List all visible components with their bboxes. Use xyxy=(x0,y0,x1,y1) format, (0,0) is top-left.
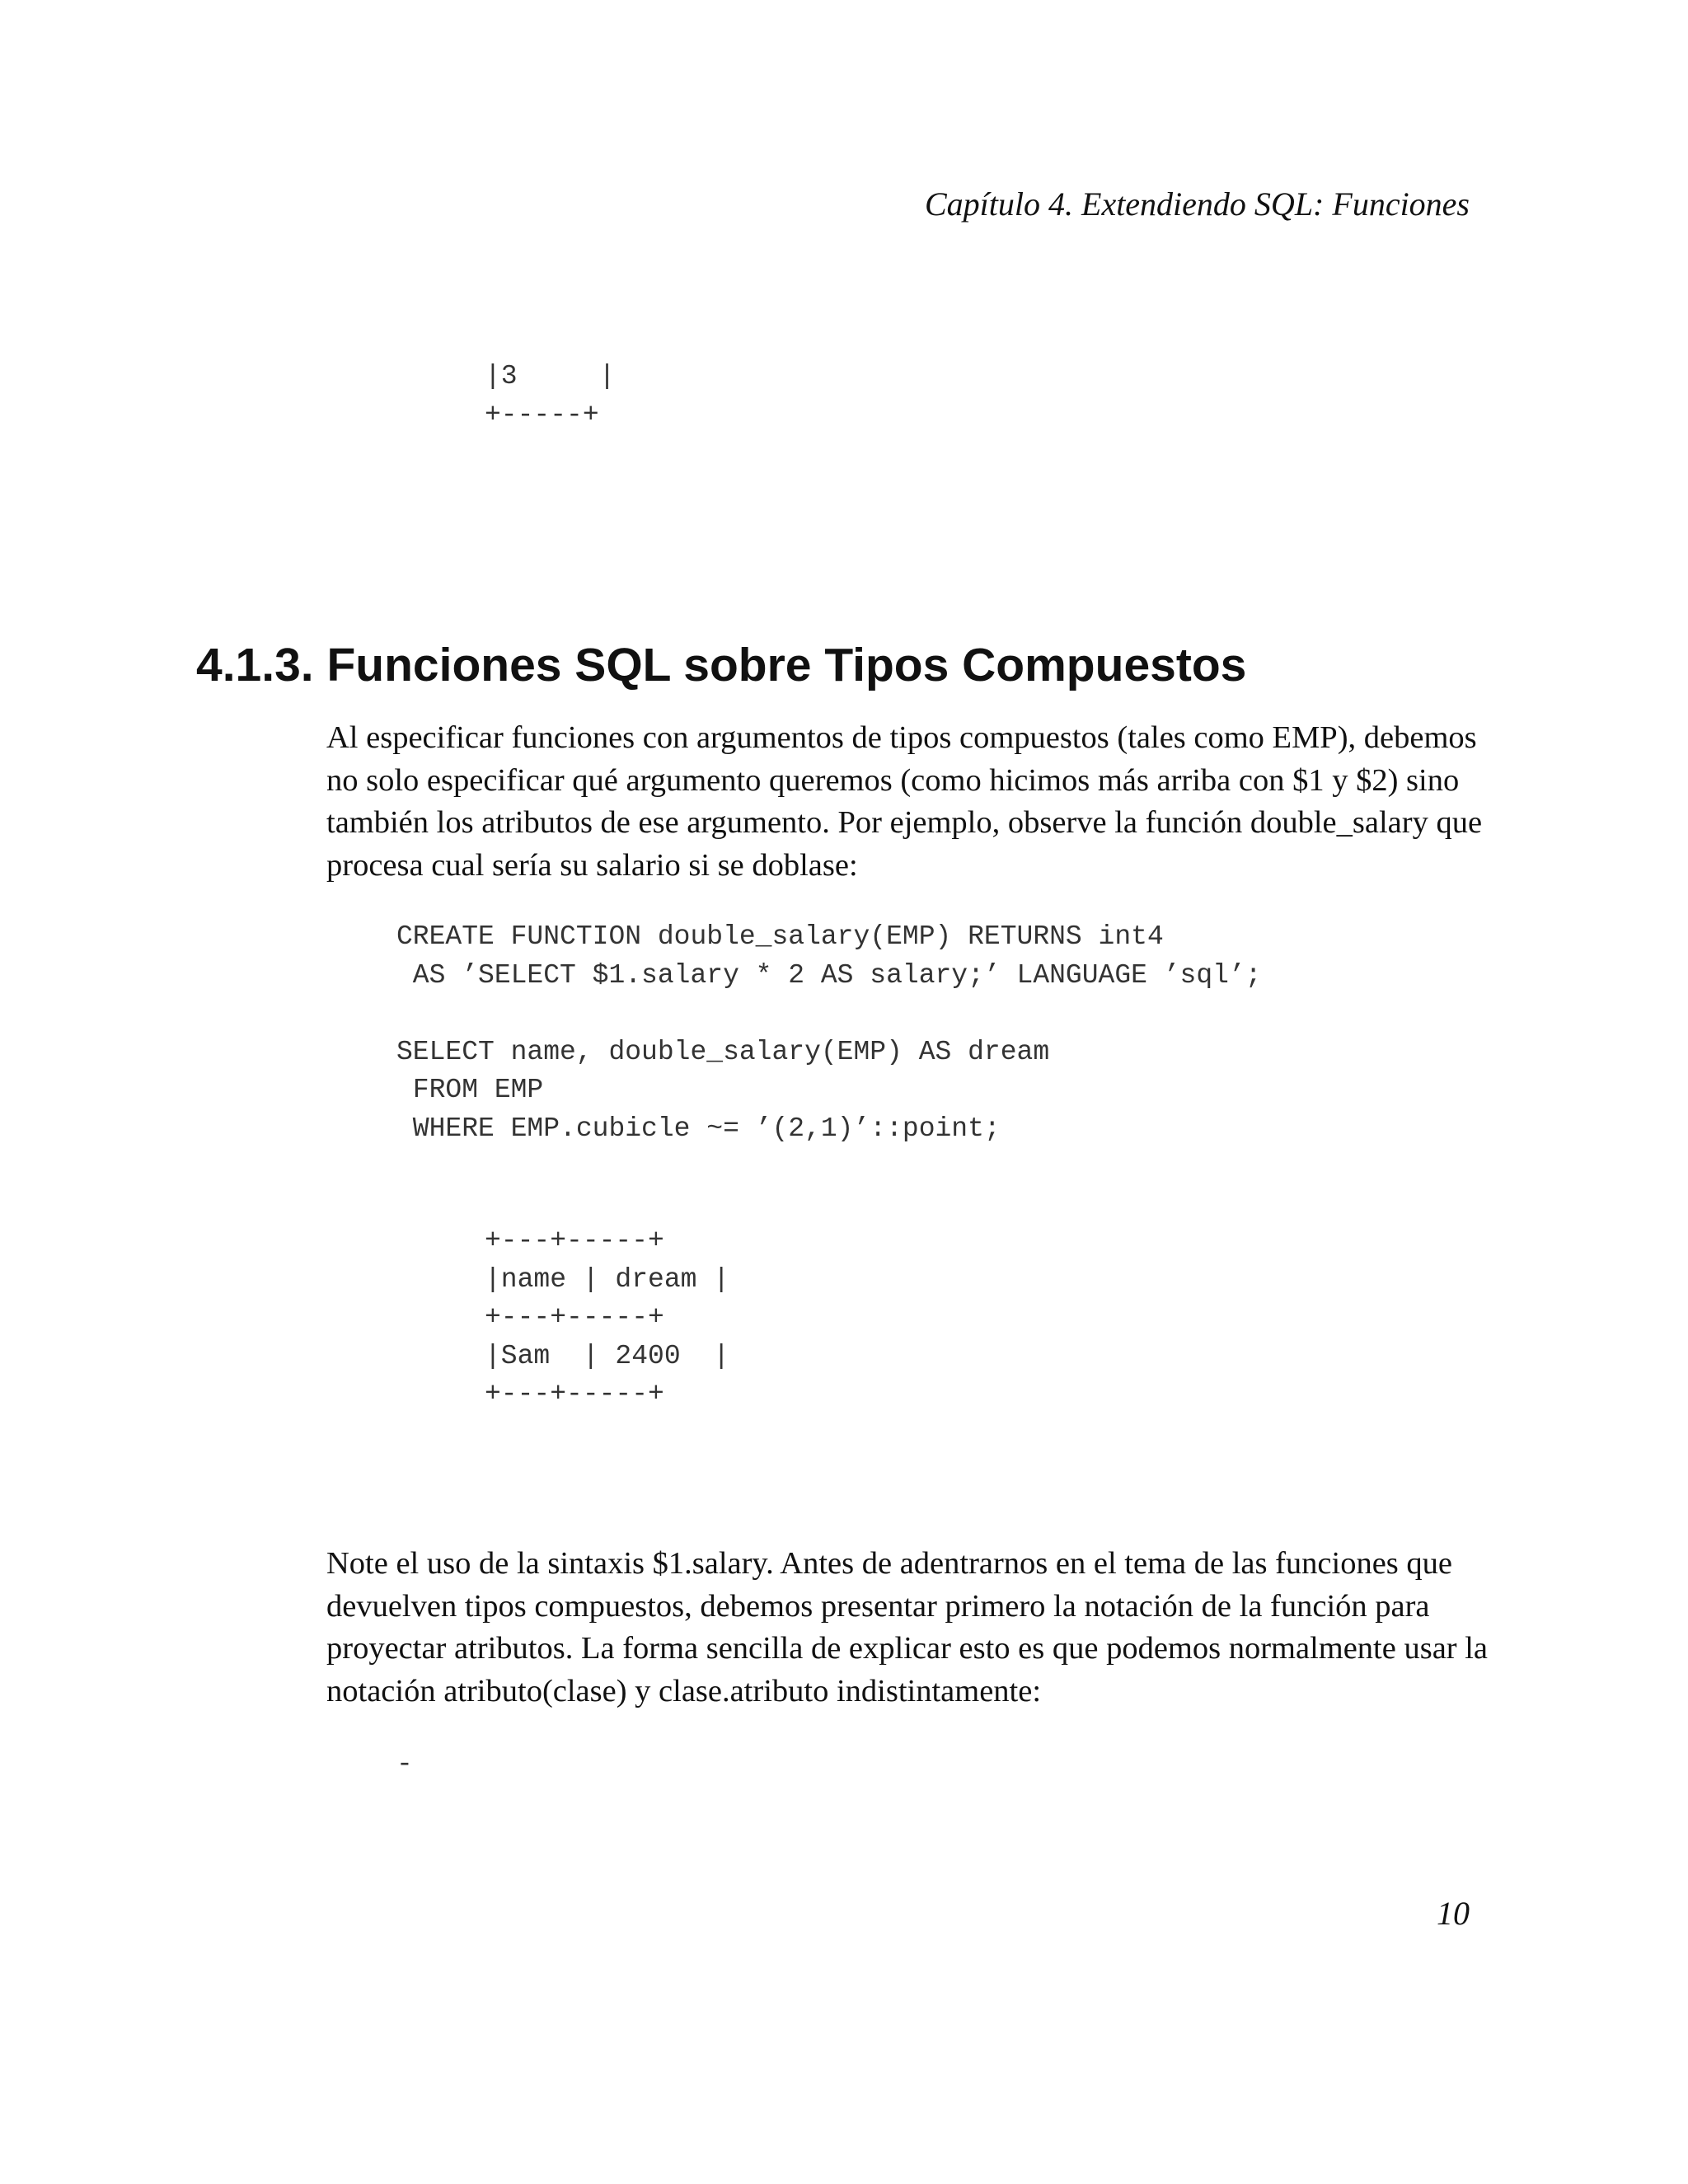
code-block-fragment: - xyxy=(396,1749,413,1779)
running-header: Capítulo 4. Extendiendo SQL: Funciones xyxy=(924,185,1470,223)
page-number: 10 xyxy=(1437,1895,1470,1932)
paragraph-note: Note el uso de la sintaxis $1.salary. Antes de adentrarnos en el tema de las funciones que devuelven tipos compuestos, debemos presentar primero la notación de la función para proyectar atributos. La forma sencilla de explicar esto es que podemos normalmente usar la notación atributo(clase) y clase.atributo indistintamente: xyxy=(326,1546,1489,1708)
code-block-query-result: +---+-----+ |name | dream | +---+-----+ |Sam | 2400 | +---+-----+ xyxy=(485,1226,730,1409)
code-block-result-tail: |3 | +-----+ xyxy=(485,361,616,430)
code-block-sql: CREATE FUNCTION double_salary(EMP) RETURNS int4 AS ’SELECT $1.salary * 2 AS salary;’ LANGUAGE ’sql’; SELECT name, double_salary(EMP) AS dream FROM EMP WHERE EMP.cubicle ~= ’(2,1)’::point; xyxy=(396,921,1262,1144)
paragraph-intro: Al especificar funciones con argumentos de tipos compuestos (tales como EMP), debemos no solo especificar qué argumento queremos (como hicimos más arriba con $1 y $2) sino también los atributos de ese argumento. Por ejemplo, observe la función double_salary que procesa cual sería su salario si se doblase: xyxy=(326,720,1483,883)
section-title: 4.1.3. Funciones SQL sobre Tipos Compuestos xyxy=(196,639,1247,691)
